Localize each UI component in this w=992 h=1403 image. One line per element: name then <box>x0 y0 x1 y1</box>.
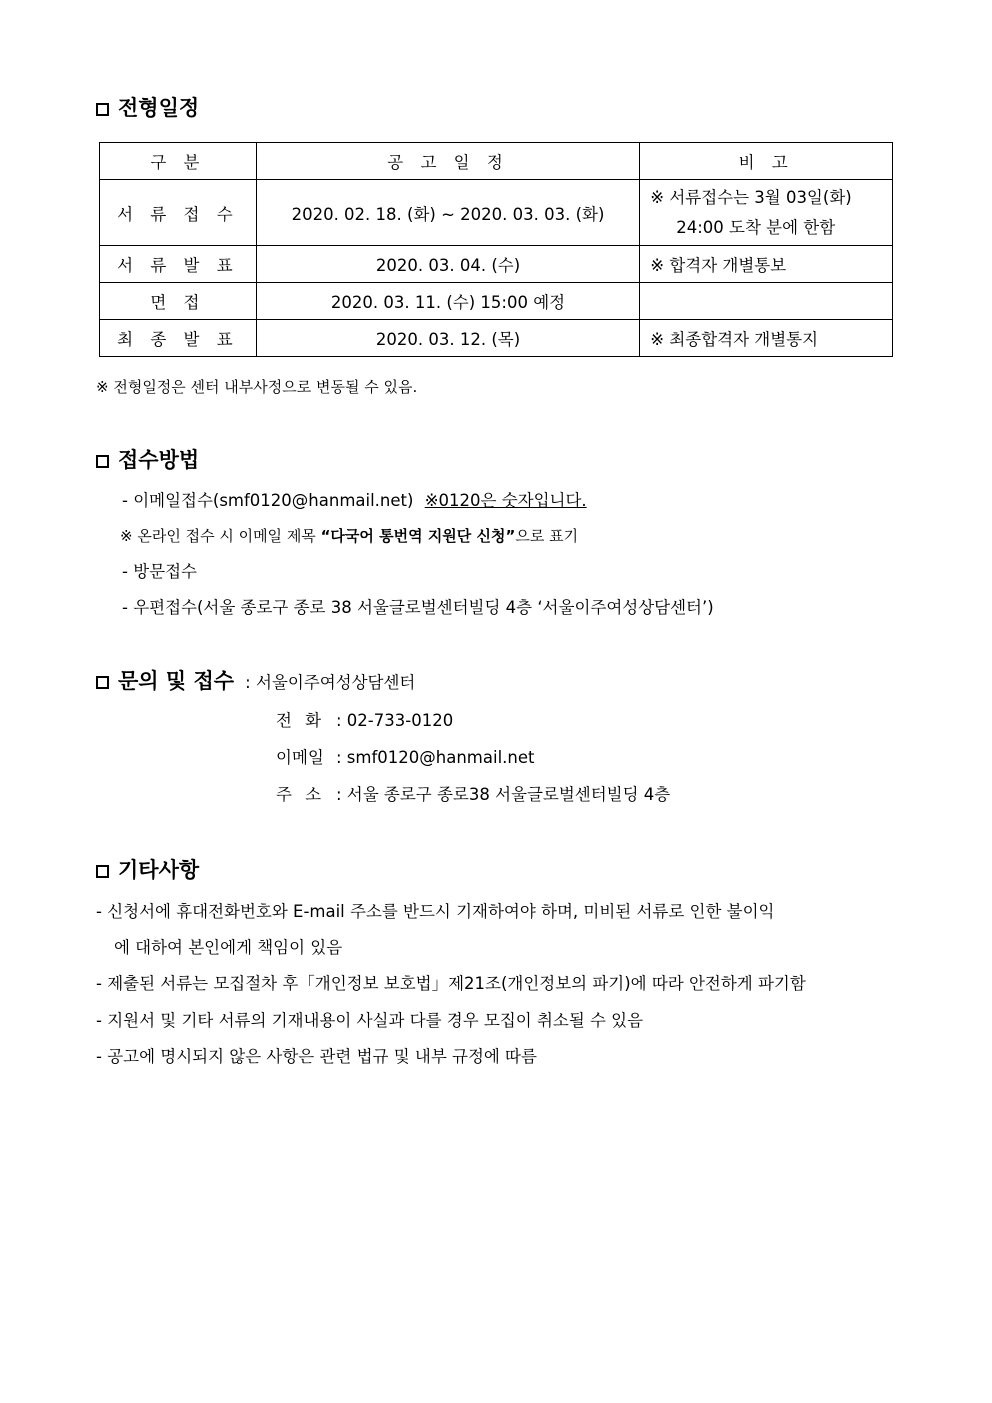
etc-heading: 기타사항 <box>96 854 199 884</box>
row-note: ※ 서류접수는 3월 03일(화) 24:00 도착 분에 한함 <box>640 180 893 246</box>
method-post: - 우편접수(서울 종로구 종로 38 서울글로벌센터빌딩 4층 ‘서울이주여성상담센터’) <box>122 598 714 617</box>
col-header-note: 비 고 <box>640 143 893 180</box>
col-header-date: 공 고 일 정 <box>256 143 639 180</box>
etc-item-3: - 지원서 및 기타 서류의 기재내용이 사실과 다를 경우 모집이 취소될 수 있음 <box>96 1011 644 1030</box>
contact-email: 이메일 : smf0120@hanmail.net <box>276 748 535 767</box>
table-row <box>100 246 893 283</box>
row-date: 2020. 03. 04. (수) <box>256 246 639 283</box>
method-online-note: ※ 온라인 접수 시 이메일 제목 “다국어 통번역 지원단 신청”으로 표기 <box>120 527 579 545</box>
method-heading: 접수방법 <box>96 444 199 474</box>
etc-item-4: - 공고에 명시되지 않은 사항은 관련 법규 및 내부 규정에 따름 <box>96 1047 537 1066</box>
method-visit: - 방문접수 <box>122 562 197 581</box>
etc-item-2: - 제출된 서류는 모집절차 후「개인정보 보호법」제21조(개인정보의 파기)에 따라 안전하게 파기함 <box>96 974 806 993</box>
row-date: 2020. 03. 11. (수) 15:00 예정 <box>256 283 639 320</box>
etc-item-1: - 신청서에 휴대전화번호와 E-mail 주소를 반드시 기재하여야 하며, 미비된 서류로 인한 불이익 <box>96 902 775 921</box>
contact-phone: 전 화 : 02-733-0120 <box>276 711 454 730</box>
schedule-table <box>99 142 893 357</box>
row-date: 2020. 02. 18. (화) ~ 2020. 03. 03. (화) <box>256 180 639 246</box>
checkbox-icon <box>96 455 109 468</box>
row-note: ※ 최종합격자 개별통지 <box>640 320 893 357</box>
col-header-category: 구 분 <box>100 143 257 180</box>
schedule-heading: 전형일정 <box>96 92 199 122</box>
checkbox-icon <box>96 103 109 116</box>
table-row <box>100 283 893 320</box>
method-email-line: - 이메일접수(smf0120@hanmail.net) ※0120은 숫자입니다. <box>122 491 587 510</box>
row-date: 2020. 03. 12. (목) <box>256 320 639 357</box>
contact-heading-line: 문의 및 접수 : 서울이주여성상담센터 <box>96 665 415 695</box>
etc-item-1-cont: 에 대하여 본인에게 책임이 있음 <box>114 938 343 957</box>
row-category: 최 종 발 표 <box>100 320 257 357</box>
schedule-footnote: ※ 전형일정은 센터 내부사정으로 변동될 수 있음. <box>96 378 418 396</box>
row-note: ※ 합격자 개별통보 <box>640 246 893 283</box>
contact-org: : 서울이주여성상담센터 <box>245 673 416 692</box>
table-row <box>100 320 893 357</box>
checkbox-icon <box>96 676 109 689</box>
checkbox-icon <box>96 865 109 878</box>
row-note <box>640 283 893 320</box>
row-category: 서 류 접 수 <box>100 180 257 246</box>
row-category: 서 류 발 표 <box>100 246 257 283</box>
contact-address: 주 소 : 서울 종로구 종로38 서울글로벌센터빌딩 4층 <box>276 785 671 804</box>
table-row <box>100 180 893 246</box>
method-email-note: ※0120은 숫자입니다. <box>424 491 587 510</box>
row-category: 면 접 <box>100 283 257 320</box>
table-header-row <box>100 143 893 180</box>
